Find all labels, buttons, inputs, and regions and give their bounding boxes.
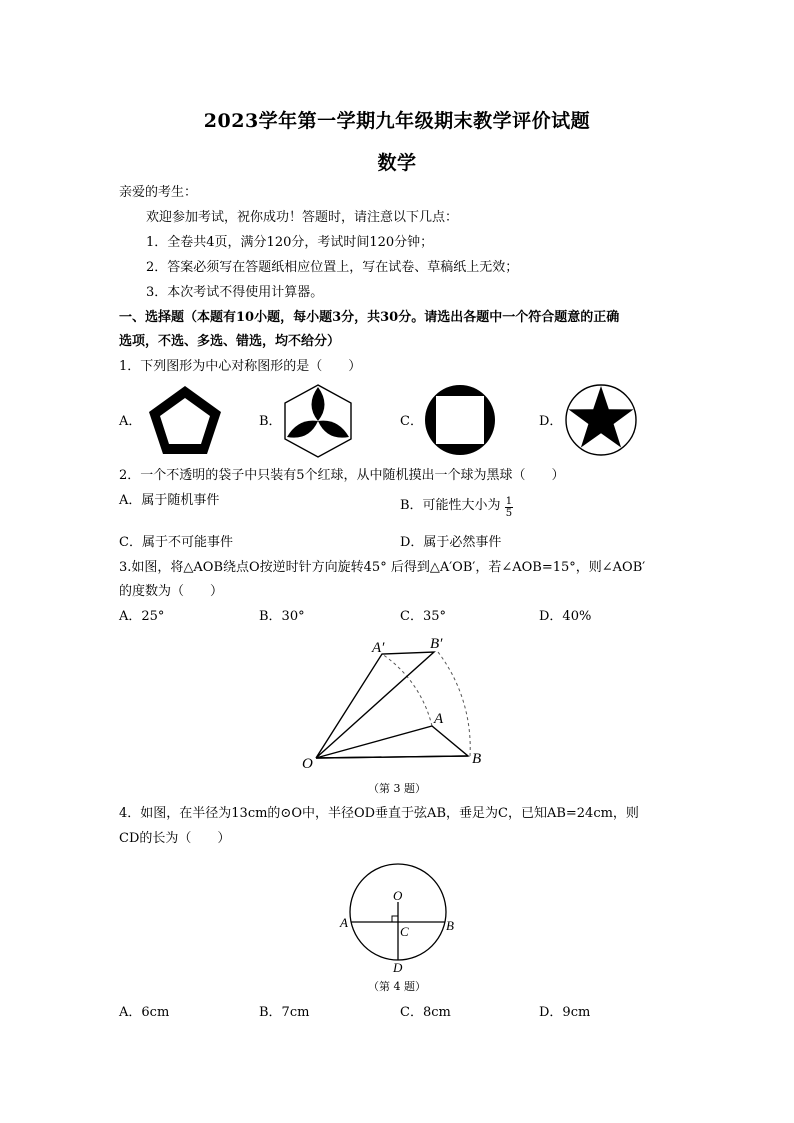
fraction-denominator: 5 — [505, 508, 513, 519]
q4-option-a: A．6cm — [119, 1005, 170, 1020]
q1-stem: 1．下列图形为中心对称图形的是（ ） — [119, 359, 362, 374]
subject-title: 数学 — [377, 152, 417, 174]
rule-1: 1．全卷共4页，满分120分，考试时间120分钟； — [146, 235, 434, 250]
point-a-label: A — [434, 711, 444, 727]
q3-stem-line2: 的度数为（ ） — [119, 584, 224, 599]
exam-title: 2023学年第一学期九年级期末教学评价试题 — [203, 110, 591, 132]
q4-option-d: D．9cm — [539, 1005, 591, 1020]
q2-option-a: A．属于随机事件 — [119, 493, 220, 508]
q2-option-c: C．属于不可能事件 — [119, 535, 233, 550]
q1-option-a: A． — [119, 414, 142, 429]
point-a-prime-label: A′ — [372, 640, 385, 656]
section-title-line2: 选项，不选、多选、错选，均不给分） — [119, 334, 341, 349]
q4-option-b: B．7cm — [259, 1005, 310, 1020]
q3-caption: （第 3 题） — [368, 782, 426, 795]
section-title-line1: 一、选择题（本题有10小题，每小题3分，共30分。请选出各题中一个符合题意的正确 — [119, 310, 620, 325]
fraction-numerator: 1 — [505, 496, 513, 507]
rotation-triangle-figure — [296, 628, 496, 774]
rule-2: 2．答案必须写在答题纸相应位置上，写在试卷、草稿纸上无效； — [146, 260, 519, 275]
q4-stem-line2: CD的长为（ ） — [119, 831, 231, 846]
circle-square-figure — [424, 384, 496, 456]
hexagon-petal-figure — [283, 383, 353, 459]
greeting: 亲爱的考生： — [119, 185, 198, 200]
welcome-text: 欢迎参加考试，祝你成功！答题时，请注意以下几点： — [146, 210, 459, 225]
circle-star-figure — [564, 383, 638, 457]
q3-option-a: A．25° — [119, 609, 165, 624]
point-d-label: D — [393, 960, 403, 975]
chord-b-label: B — [446, 918, 454, 933]
q2-option-b-text: B．可能性大小为 — [400, 498, 501, 513]
foot-c-label: C — [400, 924, 409, 939]
q2-stem: 2．一个不透明的袋子中只装有5个红球，从中随机摸出一个球为黑球（ ） — [119, 468, 565, 483]
q4-caption: （第 4 题） — [368, 980, 426, 993]
pentagon-figure — [147, 384, 223, 456]
circle-chord-figure — [336, 852, 460, 974]
q3-stem-line1: 3.如图，将△AOB绕点O按逆时针方向旋转45° 后得到△A′OB′，若∠AOB=15°，则∠AOB′ — [119, 560, 646, 575]
q3-option-b: B．30° — [259, 609, 305, 624]
point-b-prime-label: B′ — [430, 636, 443, 652]
q4-stem-line1: 4．如图，在半径为13cm的⊙O中，半径OD垂直于弦AB，垂足为C，已知AB=24cm，则 — [119, 806, 639, 821]
q2-option-b — [400, 492, 513, 519]
chord-a-label: A — [340, 915, 348, 930]
rule-3: 3．本次考试不得使用计算器。 — [146, 285, 324, 300]
q1-option-d: D． — [539, 414, 563, 429]
q3-option-d: D．40% — [539, 609, 592, 624]
q4-option-c: C．8cm — [400, 1005, 451, 1020]
point-o-label: O — [302, 756, 313, 772]
q1-option-c: C． — [400, 414, 423, 429]
q2-option-d: D．属于必然事件 — [400, 535, 502, 550]
point-b-label: B — [472, 751, 482, 767]
center-o-label: O — [393, 888, 403, 903]
q3-option-c: C．35° — [400, 609, 446, 624]
q1-option-b: B． — [259, 414, 282, 429]
fraction-one-fifth — [505, 496, 513, 519]
